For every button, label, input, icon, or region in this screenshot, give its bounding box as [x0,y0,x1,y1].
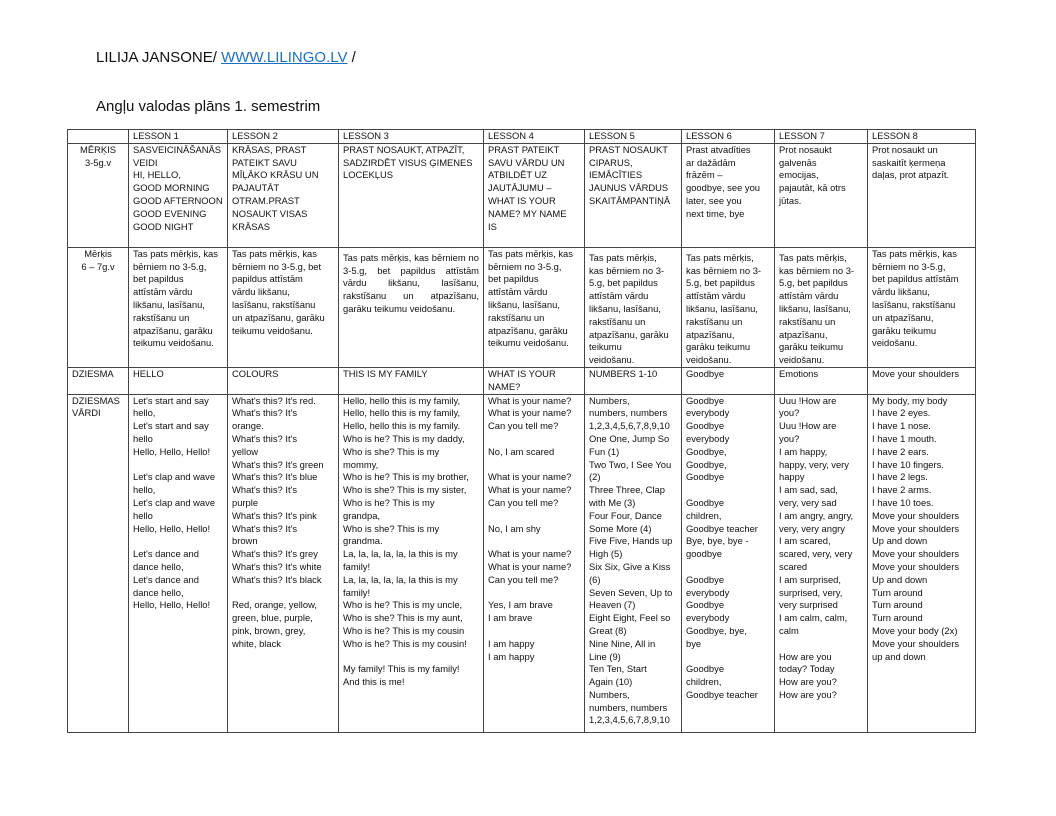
table-cell: Emotions [775,367,868,394]
lesson-header: LESSON 8 [868,130,976,144]
row-label: DZIESMAS VĀRDI [68,394,129,732]
corner-cell [68,130,129,144]
table-cell: Hello, hello this is my family, Hello, hello this is my family, Hello, hello this is my family. Who is he? This is my daddy, Who is she? This is my mommy, Who is he? This is my brother, Who is she? This is my sister, Who is he? This is my grandpa, Who is she? This is my grandma. La, la, la, la, la, la this is my family! La, la, la, la, la, la this is my family! Who is he? This is my uncle, Who is she? This is my aunt, Who is he? This is my cousin Who is he? This is my cousin! My family! This is my family! And this is me! [339,394,484,732]
table-cell: What's this? It's red. What's this? It's orange. What's this? It's yellow What's this? It's green What's this? It's blue What's this? It's purple What's this? It's pink What's this? It's brown What's this? It's grey What's this? It's white What's this? It's black Red, orange, yellow, green, blue, purple, pink, brown, grey, white, black [228,394,339,732]
header-suffix: / [351,49,356,66]
table-cell: Tas pats mērķis, kas bērniem no 3- 5.g, bet papildus attīstām vārdu likšanu, lasīšanu, rakstīšanu un atpazīšanu, garāku teikumu veidošanu. [775,247,868,367]
table-cell: Goodbye [682,367,775,394]
lesson-header: LESSON 3 [339,130,484,144]
table-cell: Prast atvadīties ar dažādām frāzēm – goodbye, see you later, see you next time, bye [682,143,775,247]
website-link[interactable]: WWW.LILINGO.LV [221,49,348,66]
table-cell: Let's start and say hello, Let's start and say hello Hello, Hello, Hello! Let's clap and wave hello, Let's clap and wave hello Hello, Hello, Hello! Let's dance and dance hello, Let's dance and dance hello, Hello, Hello, Hello! [129,394,228,732]
table-cell: Prot nosaukt un saskaitīt ķermeņa daļas, prot atpazīt. [868,143,976,247]
document-title: Angļu valodas plāns 1. semestrim [96,98,321,115]
table-cell: WHAT IS YOUR NAME? [484,367,585,394]
author-name: LILIJA JANSONE/ [96,49,217,66]
row-label: MĒRĶIS 3-5g.v [68,143,129,247]
lesson-header: LESSON 2 [228,130,339,144]
table-cell: PRAST NOSAUKT, ATPAZĪT, SADZIRDĒT VISUS ĢIMENES LOCEKĻUS [339,143,484,247]
table-cell: NUMBERS 1-10 [585,367,682,394]
lesson-header: LESSON 5 [585,130,682,144]
lesson-header: LESSON 6 [682,130,775,144]
table-cell: Tas pats mērķis, kas bērniem no 3-5.g, bet papildus attīstām vārdu likšanu, lasīšanu, rakstīšanu un atpazīšanu, garāku teikumu veidošanu. [868,247,976,367]
table-cell: THIS IS MY FAMILY [339,367,484,394]
table-cell: Uuu !How are you? Uuu !How are you? I am happy, happy, very, very happy I am sad, sad, very, very sad I am angry, angry, very, very angry I am scared, scared, very, very scared I am surprised, surprised, very, very surprised I am calm, calm, calm How are you today? Today How are you? How are you? [775,394,868,732]
table-row [68,247,976,367]
table-cell: Tas pats mērķis, kas bērniem no 3-5.g, bet papildus attīstām vārdu likšanu, lasīšanu, rakstīšanu un atpazīšanu, garāku teikumu veidošanu. [228,247,339,367]
table-cell: Prot nosaukt galvenās emocijas, pajautāt, kā otrs jūtas. [775,143,868,247]
table-cell: Tas pats mērķis, kas bērniem no 3-5.g, bet papildus attīstām vārdu likšanu, lasīšanu, rakstīšanu un atpazīšanu, garāku teikumu veidošanu. [339,247,484,367]
header-row [68,130,976,144]
table-cell: Tas pats mērķis, kas bērniem no 3- 5.g, bet papildus attīstām vārdu likšanu, lasīšanu, rakstīšanu un atpazīšanu, garāku teikumu veidošanu. [682,247,775,367]
table-cell: PRAST PATEIKT SAVU VĀRDU UN ATBILDĒT UZ JAUTĀJUMU – WHAT IS YOUR NAME? MY NAME IS [484,143,585,247]
table-cell: SASVEICINĀŠANĀS VEIDI HI, HELLO, GOOD MORNING GOOD AFTERNOON GOOD EVENING GOOD NIGHT [129,143,228,247]
lesson-plan-table [67,129,976,733]
lesson-header: LESSON 4 [484,130,585,144]
lesson-header: LESSON 1 [129,130,228,144]
table-cell: What is your name? What is your name? Can you tell me? No, I am scared What is your name? What is your name? Can you tell me? No, I am shy What is your name? What is your name? Can you tell me? Yes, I am brave I am brave I am happy I am happy [484,394,585,732]
table-row [68,394,976,732]
document-header [96,49,356,66]
table-cell: Numbers, numbers, numbers 1,2,3,4,5,6,7,8,9,10 One One, Jump So Fun (1) Two Two, I See You (2) Three Three, Clap with Me (3) Four Four, Dance Some More (4) Five Five, Hands up High (5) Six Six, Give a Kiss (6) Seven Seven, Up to Heaven (7) Eight Eight, Feel so Great (8) Nine Nine, All in Line (9) Ten Ten, Start Again (10) Numbers, numbers, numbers 1,2,3,4,5,6,7,8,9,10 [585,394,682,732]
table-cell: Move your shoulders [868,367,976,394]
row-label: Mērķis 6 – 7g.v [68,247,129,367]
table-cell: Goodbye everybody Goodbye everybody Goodbye, Goodbye, Goodbye Goodbye children, Goodbye teacher Bye, bye, bye - goodbye Goodbye everybody Goodbye everybody Goodbye, bye, bye Goodbye children, Goodbye teacher [682,394,775,732]
table-cell: KRĀSAS, PRAST PATEIKT SAVU MĪĻĀKO KRĀSU UN PAJAUTĀT OTRAM.PRAST NOSAUKT VISAS KRĀSAS [228,143,339,247]
table-cell: COLOURS [228,367,339,394]
table-cell: HELLO [129,367,228,394]
lesson-header: LESSON 7 [775,130,868,144]
table-row [68,367,976,394]
table-row [68,143,976,247]
row-label: DZIESMA [68,367,129,394]
table-cell: Tas pats mērķis, kas bērniem no 3- 5.g, bet papildus attīstām vārdu likšanu, lasīšanu, rakstīšanu un atpazīšanu, garāku teikumu veidošanu. [585,247,682,367]
table-cell: Tas pats mērķis, kas bērniem no 3-5.g, bet papildus attīstām vārdu likšanu, lasīšanu, rakstīšanu un atpazīšanu, garāku teikumu veidošanu. [129,247,228,367]
table-cell: PRAST NOSAUKT CIPARUS, IEMĀCĪTIES JAUNUS VĀRDUS SKAITĀMPANTIŅĀ [585,143,682,247]
table-cell: My body, my body I have 2 eyes. I have 1 nose. I have 1 mouth. I have 2 ears. I have 10 fingers. I have 2 legs. I have 2 arms. I have 10 toes. Move your shoulders Move your shoulders Up and down Move your shoulders Move your shoulders Up and down Turn around Turn around Turn around Move your body (2x) Move your shoulders up and down [868,394,976,732]
table-cell: Tas pats mērķis, kas bērniem no 3-5.g, bet papildus attīstām vārdu likšanu, lasīšanu, rakstīšanu un atpazīšanu, garāku teikumu veidošanu. [484,247,585,367]
